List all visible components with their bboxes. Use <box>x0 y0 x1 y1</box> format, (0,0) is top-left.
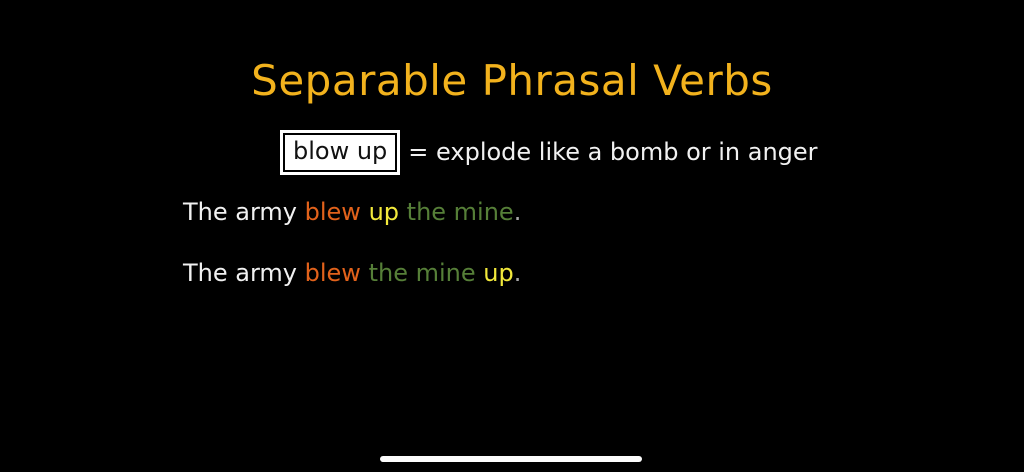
example-sentence-1 <box>183 198 521 226</box>
sentence-segment: . <box>513 198 522 226</box>
sentence-segment: blew <box>304 198 369 226</box>
sentence-segment: the mine <box>406 198 514 226</box>
term-highlight-box: blow up <box>283 133 397 172</box>
sentence-segment: The army <box>183 259 305 287</box>
definition-text <box>408 138 817 166</box>
definition-meaning: explode like a bomb or in anger <box>436 138 818 167</box>
sentence-segment: . <box>513 259 522 287</box>
equals-sign: = <box>408 138 429 167</box>
definition-row <box>283 133 818 172</box>
sentence-segment: blew <box>304 259 369 287</box>
sentence-segment: The army <box>183 198 305 226</box>
home-indicator[interactable] <box>380 456 642 462</box>
example-sentence-2 <box>183 259 521 287</box>
sentence-segment: the mine <box>368 259 484 287</box>
slide-title: Separable Phrasal Verbs <box>251 56 773 105</box>
sentence-segment: up <box>368 198 407 226</box>
sentence-segment: up <box>483 259 514 287</box>
